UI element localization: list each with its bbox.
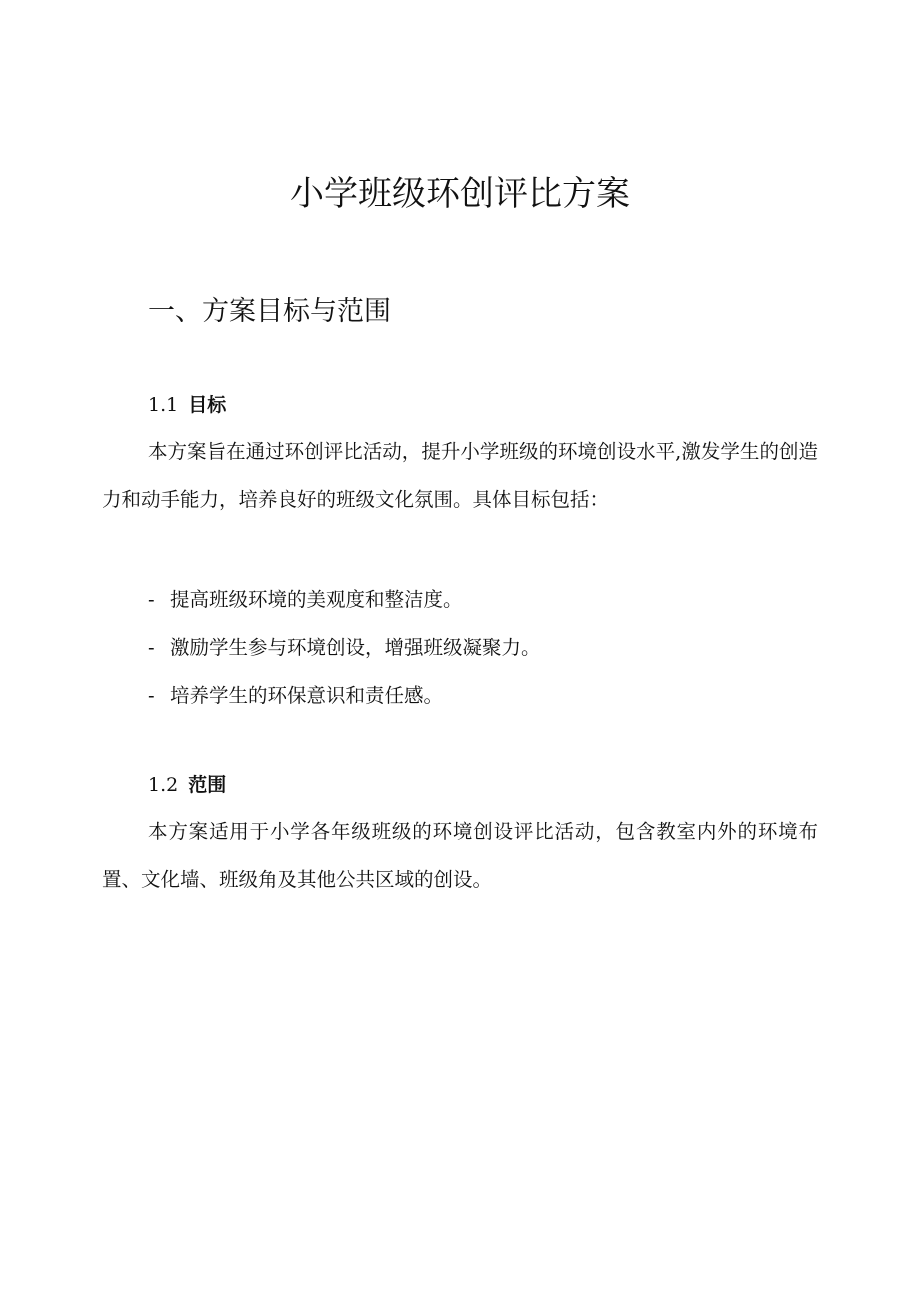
document-title: 小学班级环创评比方案 — [290, 174, 630, 214]
subsection-number: 1.1 — [148, 394, 179, 416]
subsection-number: 1.2 — [148, 774, 179, 796]
bullet-marker: - — [148, 636, 155, 659]
list-item — [148, 576, 541, 624]
list-item-text: 激励学生参与环境创设，增强班级凝聚力。 — [170, 636, 541, 659]
subsection-heading-1-1 — [148, 390, 226, 420]
subsection-heading-1-2 — [148, 770, 226, 800]
bullet-marker: - — [148, 588, 155, 611]
subsection-title: 范围 — [188, 774, 227, 796]
list-item — [148, 624, 541, 672]
list-item-text: 提高班级环境的美观度和整洁度。 — [170, 588, 463, 611]
goal-paragraph: 本方案旨在通过环创评比活动，提升小学班级的环境创设水平,激发学生的创造力和动手能力，培养良好的班级文化氛围。具体目标包括： — [102, 440, 818, 511]
scope-paragraph: 本方案适用于小学各年级班级的环境创设评比活动，包含教室内外的环境布置、文化墙、班级角及其他公共区域的创设。 — [102, 820, 818, 891]
goal-list — [148, 576, 541, 720]
section-heading-1: 一、方案目标与范围 — [148, 296, 391, 327]
list-item-text: 培养学生的环保意识和责任感。 — [170, 684, 444, 707]
bullet-marker: - — [148, 684, 155, 707]
list-item — [148, 672, 541, 720]
subsection-title: 目标 — [188, 394, 227, 416]
